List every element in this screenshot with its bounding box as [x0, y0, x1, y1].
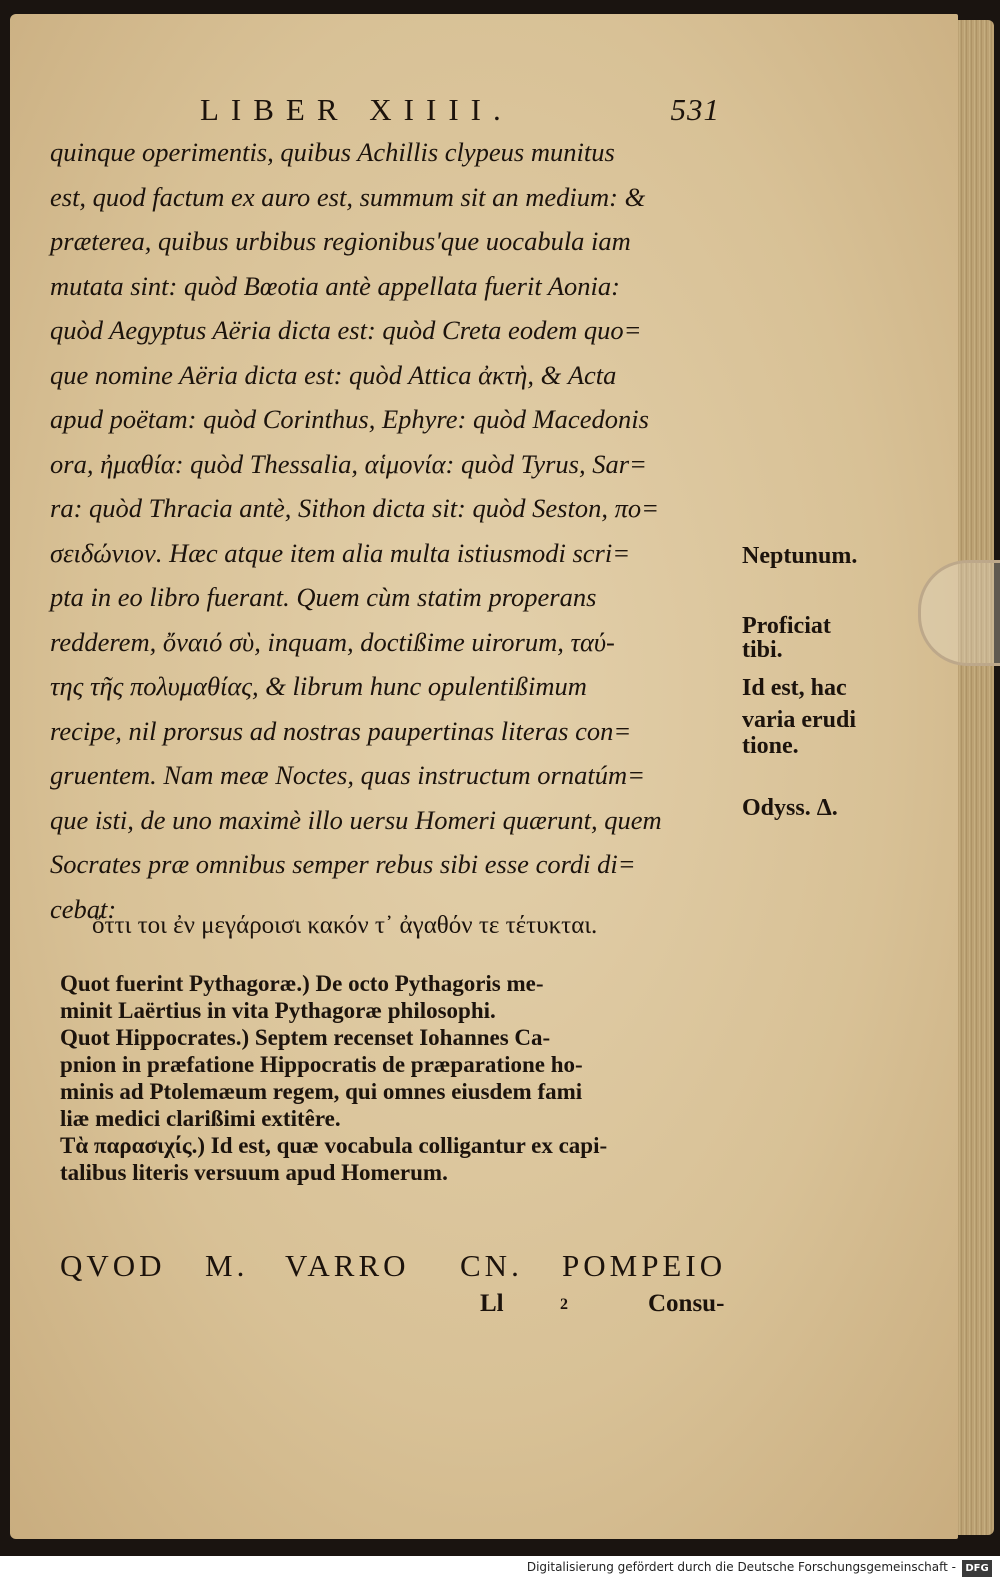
heading-word: M. — [205, 1248, 249, 1283]
catchword: Consu- — [648, 1290, 725, 1317]
commentary-line: talibus literis versuum apud Homerum. — [60, 1160, 448, 1185]
text-line: gruentem. Nam meæ Noctes, quas instructum ornatúm= — [50, 760, 645, 790]
text-line: Socrates præ omnibus semper rebus sibi esse cordi di= — [50, 849, 636, 879]
running-title: LIBER XIIII. — [200, 92, 513, 127]
signature-number: 2 — [560, 1296, 568, 1313]
page-fore-edge — [958, 20, 994, 1535]
margin-note: Odyss. Δ. — [742, 795, 838, 821]
text-line: ra: quòd Thracia antè, Sithon dicta sit: quòd Seston, πο= — [50, 493, 659, 523]
text-line: σειδώνιον. Hæc atque item alia multa istiusmodi scri= — [50, 537, 631, 568]
commentary-line: liæ medici clarißimi extitêre. — [60, 1106, 341, 1131]
heading-word: QVOD — [60, 1248, 166, 1283]
text-line: ora, ἠμαθία: quòd Thessalia, αἱμονία: quòd Tyrus, Sar= — [50, 448, 647, 479]
text-line: quinque operimentis, quibus Achillis clypeus munitus — [50, 137, 615, 167]
dfg-credit-text: Digitalisierung gefördert durch die Deutsche Forschungsgemeinschaft - — [526, 1560, 956, 1574]
text-line: recipe, nil prorsus ad nostras paupertinas literas con= — [50, 715, 632, 746]
commentary-block — [60, 970, 750, 1186]
commentary-line: pnion in præfatione Hippocratis de præparatione ho- — [60, 1052, 583, 1077]
margin-note: tibi. — [742, 637, 783, 663]
text-line: apud poëtam: quòd Corinthus, Ephyre: quòd Macedonis — [50, 404, 649, 434]
text-line: est, quod factum ex auro est, summum sit an medium: & — [50, 181, 646, 212]
text-line: pta in eo libro fuerant. Quem cùm statim properans — [50, 582, 597, 612]
text-line: cebat: — [50, 893, 117, 924]
main-text-block — [50, 130, 750, 931]
margin-note: Proficiat — [742, 613, 831, 639]
heading-word: VARRO — [285, 1248, 410, 1283]
commentary-line: Quot Hippocrates.) Septem recenset Iohannes Ca- — [60, 1025, 551, 1050]
commentary-line: Quot fuerint Pythagoræ.) De octo Pythagoris me- — [60, 971, 544, 996]
margin-note: Id est, hac — [742, 675, 847, 701]
signature-mark: Ll — [480, 1290, 504, 1317]
heading-word: POMPEIO — [562, 1248, 727, 1283]
dfg-logo: DFG — [962, 1560, 992, 1577]
text-line: mutata sint: quòd Bœotia antè appellata fuerit Aonia: — [50, 270, 620, 301]
folio-number: 531 — [670, 92, 720, 127]
text-line: redderem, ὄναιό σὺ, inquam, doctißime uirorum, ταύ- — [50, 626, 615, 657]
running-header — [200, 92, 720, 132]
heading-word: CN. — [460, 1248, 523, 1283]
text-line: της τῆς πολυμαθίας, & librum hunc opulentißimum — [50, 671, 587, 701]
text-line: que isti, de uno maximè illo uersu Homeri quærunt, quem — [50, 804, 662, 835]
margin-note: Neptunum. — [742, 543, 858, 569]
margin-note: tione. — [742, 733, 799, 759]
digitization-credit-bar — [0, 1556, 1000, 1583]
margin-note: varia erudi — [742, 707, 856, 733]
commentary-line: Τὰ παρασιχίς.) Id est, quæ vocabula colligantur ex capi- — [60, 1133, 608, 1158]
greek-verse-quotation: ὅττι τοι ἐν μεγάροισι κακόν τ᾽ ἀγαθόν τε τέτυκται. — [92, 912, 598, 939]
commentary-line: minis ad Ptolemæum regem, qui omnes eiusdem fami — [60, 1079, 583, 1104]
text-line: que nomine Aëria dicta est: quòd Attica ἀκτὴ, & Acta — [50, 359, 617, 390]
text-line: quòd Aegyptus Aëria dicta est: quòd Creta eodem quo= — [50, 315, 642, 345]
text-line: præterea, quibus urbibus regionibus'que uocabula iam — [50, 226, 631, 256]
commentary-line: minit Laërtius in vita Pythagoræ philosophi. — [60, 998, 496, 1023]
